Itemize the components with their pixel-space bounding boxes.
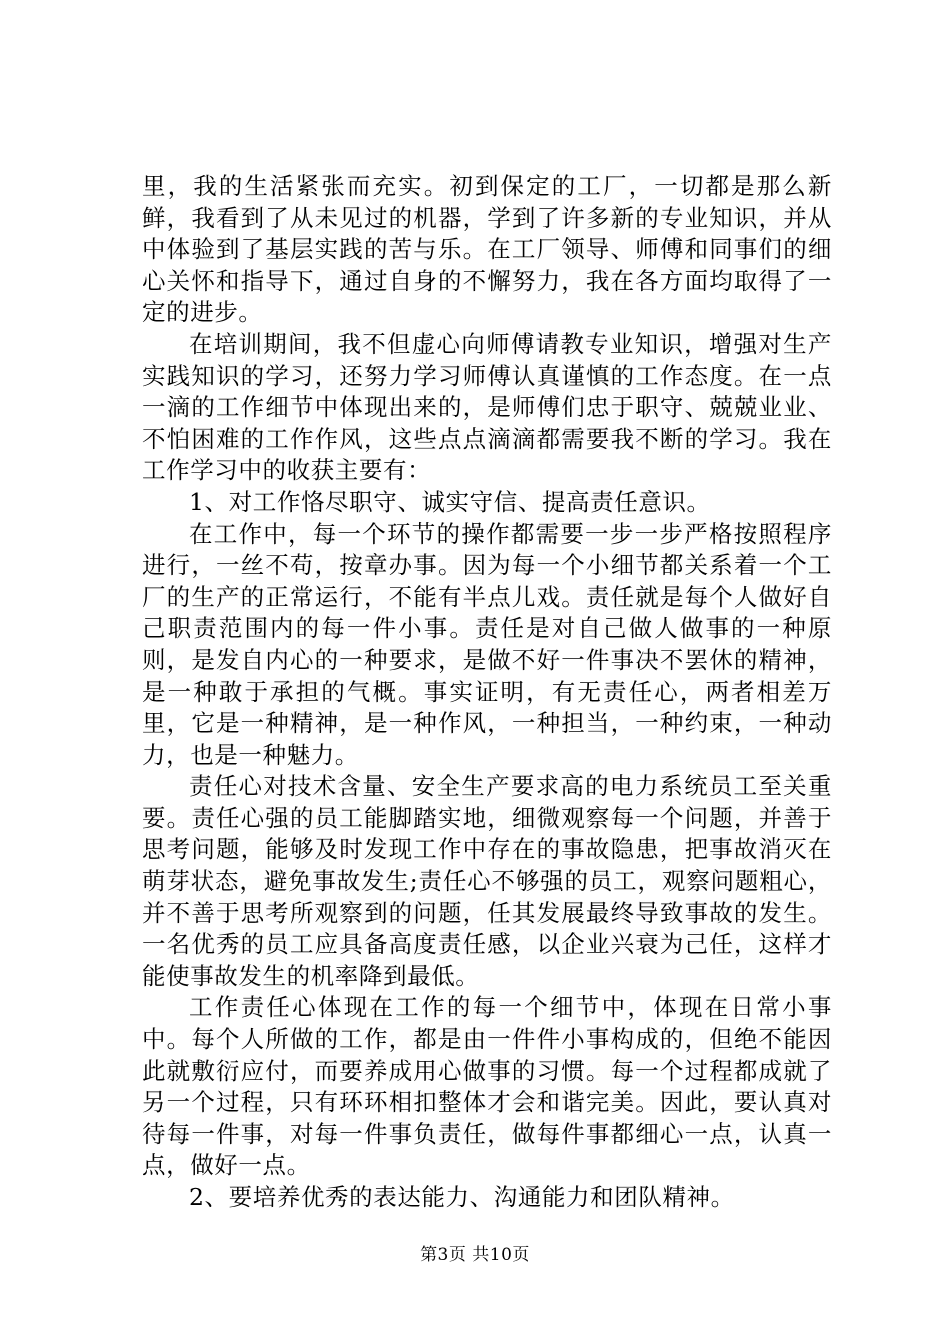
section-heading-1: 1、对工作恪尽职守、诚实守信、提高责任意识。: [189, 487, 711, 516]
paragraph-3: 在工作中，每一个环节的操作都需要一步一步严格按照程序进行，一丝不苟，按章办事。因为每一个小细节都关系着一个工厂的生产的正常运行，不能有半点儿戏。责任就是每个人做好自己职责范围内的每一件小事。责任是对自己做人做事的一种原则，是发自内心的一种要求，是做不好一件事决不罢休的精神，是一种敢于承担的气概。事实证明，有无责任心，两者相差万里，它是一种精神，是一种作风，一种担当，一种约束，一种动力，也是一种魅力。: [142, 519, 832, 769]
page-number-footer: 第3页 共10页: [420, 1245, 530, 1265]
paragraph-1: 里，我的生活紧张而充实。初到保定的工厂，一切都是那么新鲜，我看到了从未见过的机器，学到了许多新的专业知识，并从中体验到了基层实践的苦与乐。在工厂领导、师傅和同事们的细心关怀和指导下，通过自身的不懈努力，我在各方面均取得了一定的进步。: [142, 172, 832, 327]
paragraph-4: 责任心对技术含量、安全生产要求高的电力系统员工至关重要。责任心强的员工能脚踏实地，细微观察每一个问题，并善于思考问题，能够及时发现工作中存在的事故隐患，把事故消灭在萌芽状态，避免事故发生;责任心不够强的员工，观察问题粗心，并不善于思考所观察到的问题，任其发展最终导致事故的发生。一名优秀的员工应具备高度责任感，以企业兴衰为己任，这样才能使事故发生的机率降到最低。: [142, 772, 832, 990]
paragraph-5: 工作责任心体现在工作的每一个细节中，体现在日常小事中。每个人所做的工作，都是由一件件小事构成的，但绝不能因此就敷衍应付，而要养成用心做事的习惯。每一个过程都成就了另一个过程，只有环环相扣整体才会和谐完美。因此，要认真对待每一件事，对每一件事负责任，做每件事都细心一点，认真一点，做好一点。: [142, 993, 832, 1180]
document-body: [142, 171, 832, 1214]
paragraph-2: 在培训期间，我不但虚心向师傅请教专业知识，增强对生产实践知识的学习，还努力学习师傅认真谨慎的工作态度。在一点一滴的工作细节中体现出来的，是师傅们忠于职守、兢兢业业、不怕困难的工作作风，这些点点滴滴都需要我不断的学习。我在工作学习中的收获主要有：: [142, 329, 832, 485]
section-heading-2: 2、要培养优秀的表达能力、沟通能力和团队精神。: [189, 1183, 735, 1211]
